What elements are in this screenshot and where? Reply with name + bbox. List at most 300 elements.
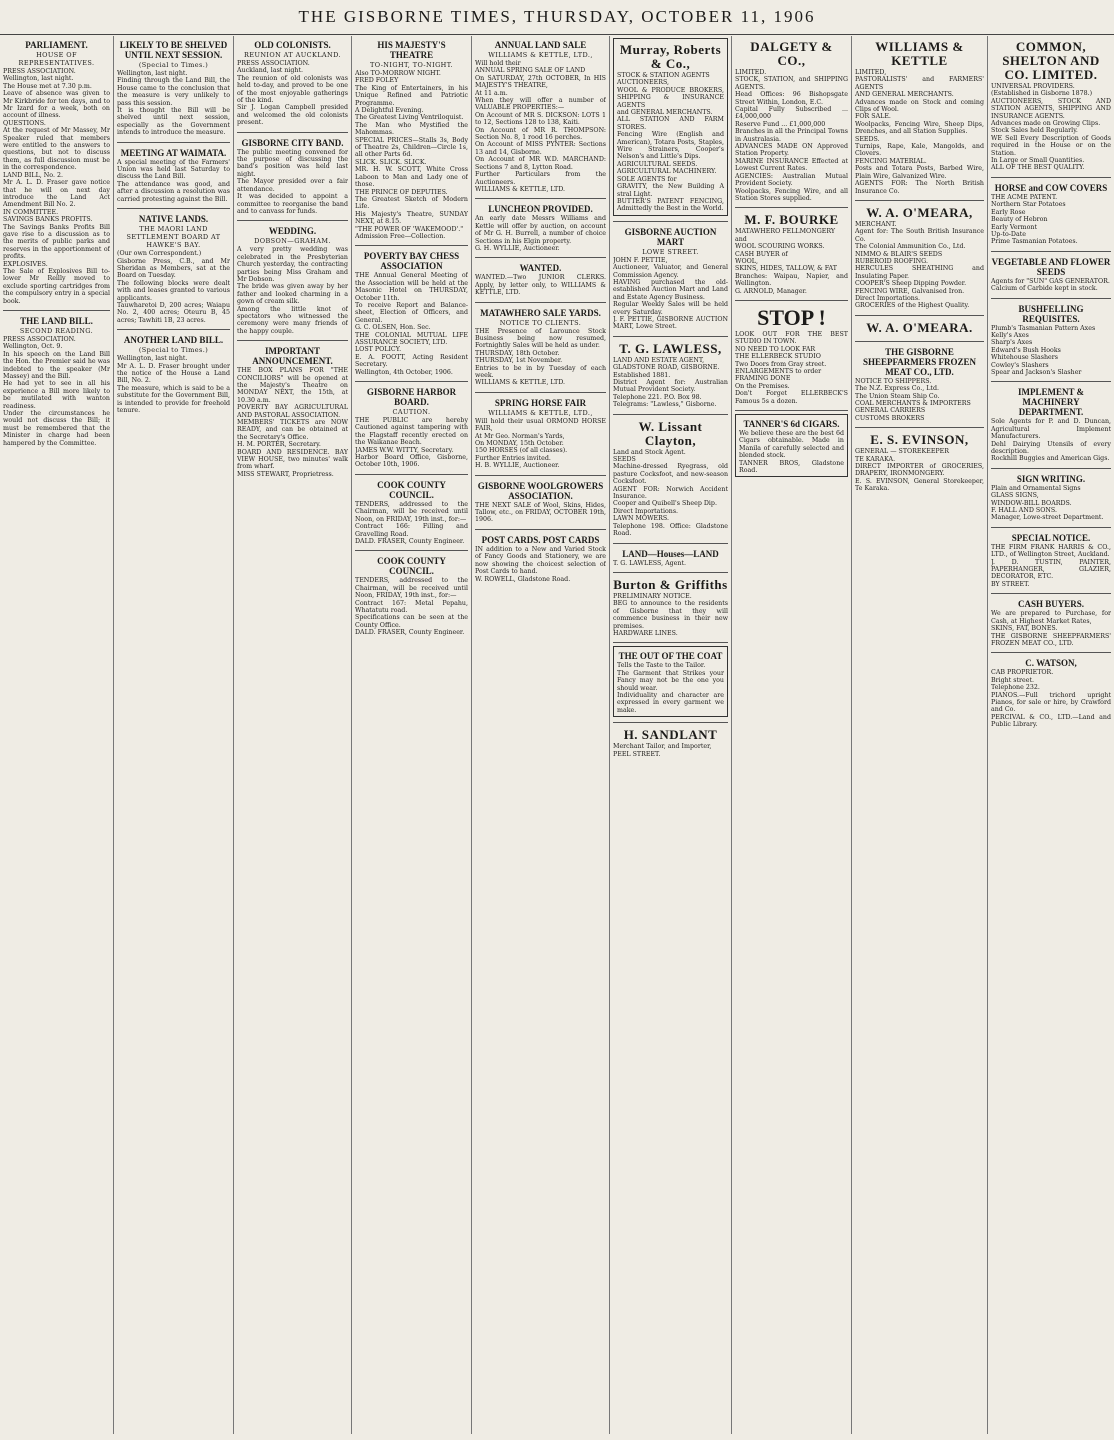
article-text: Harbor Board Office, Gisborne, October 10th, 1906.: [355, 454, 468, 469]
article-text: Early Rose: [991, 208, 1026, 216]
article-text: Machine-dressed Ryegrass, old pasture Cocksfoot, and new-season Cocksfoot.: [613, 463, 728, 486]
article-text: Auckland, last night.: [237, 67, 304, 75]
divider: [355, 550, 468, 551]
article-heading: THE LAND BILL.: [20, 316, 93, 326]
article: [855, 319, 984, 336]
article-text: Merchant Tailor, and Importer,: [613, 743, 712, 751]
article-text: On Account of MR W.D. MARCHAND: Sections 7 and 8, Lytton Road.: [475, 156, 606, 171]
article-text: SKINS, FAT, BONES.: [991, 625, 1058, 633]
article-text: Calcium of Carbide kept in stock.: [991, 285, 1098, 293]
article-text: Woolpacks, Fencing Wire, Sheep Dips, Drenches, and all Station Supplies.: [855, 120, 984, 136]
article-text: The Man who Mystified the Mahommas.: [355, 121, 468, 137]
article-text: CUSTOMS BROKERS: [855, 414, 925, 422]
article-text: Stock Sales held Regularly.: [991, 127, 1078, 135]
article-text: Sole Agents for P. and D. Duncan, Agricultural Implement Manufacturers.: [991, 418, 1111, 441]
article-text: TENDERS, addressed to the Chairman, will be received until Noon, on FRIDAY, 19th inst., for:—: [355, 500, 468, 523]
article-text: THE PRINCE OF DEPUTIES.: [355, 188, 448, 196]
article-text: AUCTIONEERS,: [617, 79, 670, 87]
article-text: In his speech on the Land Bill the Hon. the Premier said he was indebted to the speaker (Mr Massey) and the Bill.: [3, 350, 110, 381]
article-text: Up-to-Date: [991, 230, 1026, 238]
article-heading: W. Lissant Clayton,: [638, 418, 703, 448]
article: [237, 38, 348, 127]
article-text: Manager, Lowe-street Department.: [991, 514, 1104, 522]
article-text: Sharp's Axes: [991, 339, 1033, 347]
divider: [475, 302, 606, 303]
article-text: Wellington, last night.: [3, 75, 74, 83]
divider: [475, 475, 606, 476]
article-heading: STOP !: [757, 304, 826, 330]
column-c3: [234, 36, 352, 1434]
article-text: LAWN MOWERS.: [613, 515, 669, 523]
article-text: The House met at 7.30 p.m.: [3, 82, 92, 90]
article: [855, 431, 984, 492]
article-text: WOOL,: [735, 257, 758, 265]
article: [475, 306, 606, 387]
article-text: The Savings Banks Profits Bill gave rise to a discussion as to the merits of public parks and reserves in the apportionment of profits.: [3, 223, 110, 261]
masthead: THE GISBORNE TIMES, THURSDAY, OCTOBER 11, 1906: [0, 0, 1114, 35]
article-text: On MONDAY, 15th October.: [475, 440, 564, 448]
article-text: and GENERAL MERCHANTS.: [617, 109, 713, 117]
article-heading: LAND—Houses—LAND: [622, 548, 719, 559]
article-heading: BUSHFELLING REQUISITES.: [1018, 303, 1084, 324]
article-heading: COOK COUNTY COUNCIL.: [377, 556, 446, 577]
article-text: PASTORALISTS' and FARMERS' AGENTS: [855, 76, 984, 91]
article-subheading: HOUSE OF REPRESENTATIVES.: [18, 51, 95, 67]
article: [991, 656, 1111, 728]
divider: [991, 298, 1111, 299]
article-text: Further Entries invited.: [475, 454, 551, 462]
article-text: Also TO-MORROW NIGHT.: [355, 70, 441, 77]
article-text: To receive Report and Balance-sheet, Election of Officers, and General.: [355, 301, 468, 324]
divider: [735, 410, 848, 411]
article-heading: WANTED.: [519, 263, 562, 274]
article-text: TENDERS, addressed to the Chairman, will be received until Noon, FRIDAY, 19th inst., for:—: [355, 577, 468, 600]
article: [991, 472, 1111, 522]
divider: [855, 200, 984, 201]
article-text: JOHN F. PETTIE,: [613, 256, 668, 264]
article-text: On SATURDAY, 27th OCTOBER, In HIS MAJESTY'S THEATRE,: [475, 74, 606, 90]
article-text: Advances made on Stock and coming Clips of Wool.: [855, 98, 984, 114]
divider: [991, 468, 1111, 469]
article-heading: THE OUT OF THE COAT: [618, 651, 723, 662]
article-text: Mr A. L. D. Fraser gave notice that he will on next day introduce the Land Act Amendment Bill No. 2.: [3, 179, 110, 209]
divider: [991, 652, 1111, 653]
article-text: GENERAL CARRIERS: [855, 407, 926, 415]
divider: [735, 207, 848, 208]
article-text: COAL MERCHANTS & IMPORTERS: [855, 400, 971, 407]
article-text: Kelly's Axes: [991, 331, 1029, 339]
article-text: Prime Tasmanian Potatoes.: [991, 238, 1078, 246]
article-heading: ANOTHER LAND BILL.: [123, 335, 224, 346]
article-text: NO NEED TO LOOK FAR: [735, 345, 816, 353]
article-text: Established 1881.: [613, 371, 671, 379]
article-heading: CASH BUYERS.: [1017, 599, 1084, 610]
article: [475, 479, 606, 524]
article-text: DALD. FRASER, County Engineer.: [355, 629, 465, 637]
article-text: The Greatest Living Ventriloquist.: [355, 114, 464, 122]
article-text: Agent for: The South British Insurance Co.: [855, 228, 984, 243]
article-text: FENCING MATERIAL.: [855, 157, 927, 165]
article-text: LOOK OUT FOR THE BEST STUDIO IN TOWN.: [735, 330, 848, 346]
article-text: Two Doors from Gray street.: [735, 360, 827, 368]
divider: [117, 142, 230, 143]
article-text: WE Sell Every Description of Goods required in the House or on the Station.: [991, 134, 1111, 157]
divider: [613, 221, 728, 222]
article-text: NIMMO & BLAIR'S SEEDS: [855, 250, 943, 258]
article-text: (Our own Correspondent.): [117, 250, 202, 258]
article-text: DALD. FRASER, County Engineer.: [355, 537, 465, 545]
article-text: An early date Messrs Williams and Kettle will offer by auction, on account of Mr G. H. Burrell, a number of choice Sections in his Elgin property.: [475, 215, 606, 245]
article: [613, 340, 728, 409]
article-text: AGENT FOR: Norwich Accident Insurance.: [613, 485, 728, 501]
article-text: PRESS ASSOCIATION.: [237, 60, 310, 67]
article: [735, 304, 848, 405]
article-text: Tells the Taste to the Tailor.: [617, 662, 706, 670]
article-text: Telegrams: "Lawless," Gisborne.: [613, 401, 717, 409]
article-text: PRESS ASSOCIATION.: [3, 336, 76, 343]
article-text: On Account of MR R. THOMPSON: Section No. 8, 1 rood 16 perches.: [475, 126, 606, 142]
article-text: H. B. WYLLIE, Auctioneer.: [475, 462, 560, 470]
divider: [991, 251, 1111, 252]
article-heading: WEDDING.: [268, 226, 317, 237]
article-heading: E. S. EVINSON,: [870, 432, 969, 448]
article: [613, 726, 728, 758]
article-heading: HORSE and COW COVERS: [994, 182, 1108, 193]
article: [991, 385, 1111, 462]
article-text: Admission Free—Collection.: [355, 232, 446, 240]
article-heading: SPRING HORSE FAIR: [494, 397, 587, 408]
article-text: It was decided to appoint a committee to reorganise the band and to canvass for funds.: [237, 193, 348, 215]
article-text: Land and Stock Agent.: [613, 448, 686, 456]
article-heading: SPECIAL NOTICE.: [1011, 532, 1091, 543]
article-heading: C. WATSON,: [1025, 658, 1077, 669]
article: [355, 385, 468, 469]
article-text: Contract 167: Metal Pepahu, Whatatutu road.: [355, 599, 468, 614]
article-heading: W. A. O'MEARA.: [866, 319, 973, 335]
article-text: Beauty of Hebron: [991, 216, 1048, 224]
article-heading: T. G. LAWLESS,: [619, 340, 722, 356]
article-text: In Large or Small Quantities.: [991, 157, 1085, 165]
article-text: EXPLOSIVES.: [3, 260, 48, 268]
article-text: Telephone 221. P.O. Box 98.: [613, 393, 702, 401]
article-text: Finding through the Land Bill, the House came to the conclusion that the measure is very unlikely to pass this session.: [117, 77, 230, 107]
article-text: Spear and Jackson's Slasher: [991, 368, 1082, 376]
article: [735, 38, 848, 202]
article: [475, 533, 606, 583]
article-text: STOCK & STATION AGENTS: [617, 72, 710, 79]
article-subheading: (Special to Times.): [138, 61, 209, 69]
article-text: Rockhill Buggies and American Gigs.: [991, 455, 1110, 463]
article-text: RUBEROID ROOFING.: [855, 257, 928, 265]
article-heading: WILLIAMS & KETTLE: [875, 39, 964, 68]
article-heading: POVERTY BAY CHESS ASSOCIATION: [363, 251, 460, 272]
article-text: FENCING WIRE, Galvanised Iron.: [855, 287, 965, 295]
article-text: A very pretty wedding was celebrated in the Presbyterian Church yesterday, the contracting parties being Miss Graham and Mr Dobson.: [237, 246, 348, 283]
article-heading: COMMON, SHELTON AND CO. LIMITED.: [1002, 39, 1100, 82]
article-text: LAND AND ESTATE AGENT,: [613, 356, 705, 364]
article: [475, 396, 606, 470]
article-text: District Agent for: Australian Mutual Provident Society.: [613, 379, 728, 394]
article-text: WILLIAMS & KETTLE, LTD.: [475, 185, 566, 193]
article-text: Cooper and Quibell's Sheep Dip.: [613, 500, 717, 508]
divider: [855, 315, 984, 316]
article: [475, 38, 606, 193]
article: [237, 136, 348, 216]
article-text: W. ROWELL, Gladstone Road.: [475, 575, 571, 583]
divider: [117, 208, 230, 209]
article-text: Telephone 198. Office: Gladstone Road.: [613, 522, 728, 538]
article-text: FRAMING DONE: [735, 375, 791, 383]
article-text: The measure, which is said to be a substitute for the Government Bill, is intended to provide for freehold tenure.: [117, 384, 230, 414]
article-text: BY STREET.: [991, 580, 1030, 588]
article-text: AUCTIONEERS, STOCK AND STATION AGENTS, SHIPPING AND INSURANCE AGENTS.: [991, 97, 1111, 120]
article-text: Wellington, Oct. 9.: [3, 343, 63, 351]
article-heading: GISBORNE CITY BAND.: [241, 137, 344, 148]
article: [991, 302, 1111, 377]
article-text: T. G. LAWLESS, Agent.: [613, 559, 686, 567]
article-heading: PARLIAMENT.: [25, 40, 88, 50]
article: [613, 38, 728, 216]
article-text: SAVINGS BANKS PROFITS.: [3, 216, 93, 224]
article-text: At 11 a.m.: [475, 89, 508, 97]
article-text: Head Offices: 96 Bishopsgate Street Within, London, E.C.: [735, 91, 848, 106]
article-text: The N.Z. Express Co., Ltd.: [855, 385, 939, 393]
article-text: WANTED.—Two JUNIOR CLERKS. Apply, by letter only, to WILLIAMS & KETTLE, LTD.: [475, 274, 606, 297]
article: [237, 224, 348, 335]
divider: [355, 381, 468, 382]
article-heading: Murray, Roberts & Co.,: [619, 42, 722, 71]
article-subheading: DOBSON—GRAHAM.: [254, 237, 331, 246]
article-text: LAND BILL, No. 2.: [3, 171, 63, 179]
article-text: SEEDS: [613, 456, 636, 464]
article-text: MARINE INSURANCE Effected at Lowest Current Rates.: [735, 157, 848, 173]
article-text: THURSDAY, 1st November.: [475, 357, 563, 365]
article-heading: GISBORNE HARBOR BOARD.: [366, 387, 457, 408]
article-heading: OLD COLONISTS.: [254, 40, 331, 50]
article-text: GROCERIES of the Highest Quality.: [855, 302, 970, 310]
article-text: HARDWARE LINES.: [613, 629, 678, 637]
article-text: MEMBERS' TICKETS are NOW READY, and can be obtained at the Secretary's Office.: [237, 419, 348, 441]
article-text: On Account of MR S. DICKSON: LOTS 1 to 12, Sections 128 to 138, Kaiti.: [475, 111, 606, 127]
article-text: The Union Steam Ship Co.: [855, 392, 940, 400]
article-text: SLICK. SLICK. SLICK.: [355, 158, 427, 166]
article-subheading: CAUTION.: [392, 408, 431, 417]
article-subheading: (Special to Times.): [138, 346, 209, 355]
article-text: E. A. FOOTT, Acting Resident Secretary.: [355, 353, 468, 369]
article-text: THE Presence of Larounce Stock Business being now resumed, Fortnightly Sales will be held as under.: [475, 327, 606, 350]
article-heading: IMPORTANT ANNOUNCEMENT.: [252, 346, 333, 367]
divider: [613, 722, 728, 723]
article-heading: COOK COUNTY COUNCIL.: [377, 479, 446, 500]
column-c8: [852, 36, 988, 1434]
article-text: BOARD AND RESIDENCE. BAY VIEW HOUSE, two minutes' walk from wharf.: [237, 448, 348, 471]
article-text: TANNER BROS, Gladstone Road.: [739, 459, 844, 475]
article-text: ALL OF THE BEST QUALITY.: [991, 164, 1085, 172]
article-text: WOOL & PRODUCE BROKERS, SHIPPING & INSURANCE AGENTS: [617, 86, 724, 109]
article-subheading: WILLIAMS & KETTLE, LTD.,: [488, 408, 593, 417]
article-text: Advances made on Growing Clips.: [991, 120, 1101, 128]
article-text: AND GENERAL MERCHANTS.: [855, 91, 954, 99]
article-text: On the Premises.: [735, 382, 790, 390]
article-text: Don't Forget ELLERBECK'S Famous 5s a dozen.: [735, 390, 848, 405]
article-text: THE GISBORNE SHEEPFARMERS' FROZEN MEAT CO., LTD.: [991, 632, 1111, 647]
article: [117, 146, 230, 203]
article-text: Wellington, last night.: [117, 355, 188, 363]
divider: [3, 310, 110, 311]
article-text: Whitehouse Slashers: [991, 354, 1058, 362]
article-text: CAB PROPRIETOR.: [991, 669, 1054, 677]
article-heading: SIGN WRITING.: [1016, 473, 1086, 484]
article-text: and: [735, 235, 747, 243]
article: [991, 38, 1111, 172]
divider: [991, 381, 1111, 382]
divider: [613, 543, 728, 544]
article: [991, 597, 1111, 647]
article-text: The bride was given away by her father and looked charming in a gown of cream silk.: [237, 283, 348, 306]
article-text: Northern Star Potatoes: [991, 201, 1066, 209]
article-text: Direct Importations.: [855, 294, 921, 302]
divider: [117, 329, 230, 330]
divider: [735, 300, 848, 301]
article-heading: MEETING AT WAIMATA.: [120, 147, 227, 158]
article-text: The attendance was good, and after a discussion a resolution was carried protesting against the Bill.: [117, 180, 230, 203]
article: [237, 344, 348, 478]
article-text: LIMITED.: [735, 69, 767, 76]
article: [991, 255, 1111, 293]
article-text: Among the little knot of spectators who witnessed the ceremony were many friends of the happy couple.: [237, 305, 348, 335]
article-text: At the request of Mr Massey, Mr Speaker ruled that members were entitled to the answers to questions, but not to discuss them, as full discussion must be in the correspondence.: [3, 127, 110, 172]
article-text: Posts and Totara Posts, Barbed Wire, Plain Wire, Galvanized Wire.: [855, 165, 984, 180]
article-text: HAVING purchased the old-established Auction Mart and Land and Estate Agency Business.: [613, 278, 728, 301]
article: [117, 38, 230, 137]
article-subheading: WILLIAMS & KETTLE, LTD.,: [488, 51, 593, 59]
article: [3, 314, 110, 447]
article-text: MERCHANT.: [855, 220, 897, 228]
article-text: PIANOS.—Full trichord upright Pianos, for sale or hire, by Crawford and Co.: [991, 691, 1111, 714]
article: [355, 478, 468, 545]
divider: [855, 341, 984, 342]
article-text: PRESS ASSOCIATION.: [3, 68, 76, 75]
article-text: Contract 166: Filling and Gravelling Road.: [355, 523, 468, 538]
article-text: SEEDS.: [855, 135, 880, 143]
article-text: FRED FOLEY: [355, 77, 399, 85]
article-text: Turnips, Rape, Kale, Mangolds, and Clovers.: [855, 143, 984, 158]
article-text: Edward's Bush Hooks: [991, 346, 1061, 354]
article-text: Mr A. L. D. Fraser brought under the notice of the House a Land Bill, No. 2.: [117, 362, 230, 385]
article-text: THE BOX PLANS FOR "THE CONCILIORS" will be opened at the Majesty's Theatre on MONDAY NEXT, the 15th, at 10.30 a.m.: [237, 367, 348, 404]
article-text: GLADSTONE ROAD, GISBORNE.: [613, 364, 720, 372]
divider: [613, 336, 728, 337]
divider: [237, 220, 348, 221]
article-text: SPECIAL PRICES—Stalls 3s, Body of Theatre 2s, Children—Circle 1s, all other Parts 6d.: [355, 136, 468, 159]
article-heading: LIKELY TO BE SHELVED UNTIL NEXT SESSION.: [119, 40, 228, 60]
article-text: THE FIRM FRANK HARRIS & CO., LTD., of Wellington Street, Auckland.: [991, 543, 1111, 559]
article-text: THE ELLERBECK STUDIO: [735, 353, 821, 361]
article-text: The public meeting convened for the purpose of discussing the band's position was held last night.: [237, 148, 348, 178]
column-c2: [114, 36, 234, 1434]
divider: [355, 245, 468, 246]
article: [355, 554, 468, 636]
article-heading: H. SANDLANT: [623, 727, 718, 743]
article-heading: Burton & Griffiths: [613, 576, 728, 592]
divider: [991, 527, 1111, 528]
article-text: The Mayor presided over a fair attendance.: [237, 178, 348, 193]
article-text: IN COMMITTEE.: [3, 208, 59, 216]
article: [735, 414, 848, 477]
article-text: The Sale of Explosives Bill to-lower Mr Reilly moved to exclude sporting cartridges from the compulsory entry in a special book.: [3, 267, 110, 305]
divider: [475, 198, 606, 199]
article-text: Specifications can be seen at the County Office.: [355, 614, 468, 629]
article-text: MISS STEWART, Proprietress.: [237, 470, 334, 478]
article-heading: M. F. BOURKE: [744, 212, 839, 228]
column-c1: [0, 36, 114, 1434]
article-text: FOR SALE.: [855, 113, 891, 121]
article-text: DIRECT IMPORTER of GROCERIES, DRAPERY, IRONMONGERY.: [855, 463, 984, 478]
article-text: When they will offer a number of VALUABLE PROPERTIES:—: [475, 97, 606, 112]
article-heading: TANNER'S 6d CIGARS.: [743, 419, 840, 430]
article-text: AGENCIES: Australian Mutual Provident Society.: [735, 172, 848, 188]
divider: [237, 132, 348, 133]
article-text: F. HALL AND SONS.: [991, 507, 1057, 515]
article-text: BEG to announce to the residents of Gisborne that they will commence business in their new premises.: [613, 600, 728, 630]
divider: [991, 177, 1111, 178]
article: [355, 38, 468, 240]
article-text: Entries to be in by Tuesday of each week.: [475, 364, 606, 379]
article-heading: THE GISBORNE SHEEPFARMERS FROZEN MEAT CO., LTD.: [862, 346, 977, 377]
divider: [613, 642, 728, 643]
article-text: ANNUAL SPRING SALE OF LAND: [475, 67, 586, 75]
column-c7: [732, 36, 852, 1434]
article-text: PEEL STREET.: [613, 750, 661, 758]
article-text: Agents for "SUN" GAS GENERATOR.: [991, 277, 1110, 285]
article: [613, 225, 728, 331]
article: [355, 249, 468, 376]
article-text: A Delightful Evening.: [355, 107, 424, 115]
article-text: LIMITED,: [855, 69, 887, 76]
article-subheading: TO-NIGHT, TO-NIGHT.: [370, 61, 453, 69]
article-text: THE COLONIAL MUTUAL LIFE ASSURANCE SOCIETY, LTD.: [355, 331, 468, 346]
article-text: THE NEXT SALE of Wool, Skins, Hides, Tallow, etc., on FRIDAY, OCTOBER 19th, 1906.: [475, 501, 606, 524]
article-text: Tauwharetoi D, 200 acres; Waiapu No. 2, 400 acres; Oteuru B, 45 acres; Tawhiti 1B, 23 acres.: [117, 301, 230, 324]
article-text: Branches in all the Principal Towns in Australasia.: [735, 128, 848, 143]
article-subheading: LOWE STREET.: [642, 247, 699, 256]
article: [613, 547, 728, 567]
article-text: GLASS SIGNS,: [991, 492, 1039, 500]
article-text: MATAWHERO FELLMONGERY: [735, 228, 836, 236]
article-heading: DALGETY & CO.,: [750, 39, 833, 68]
divider: [613, 572, 728, 573]
article: [735, 211, 848, 295]
article-text: Wellington, last night.: [117, 70, 188, 77]
divider: [613, 414, 728, 415]
article-text: ADVANCES MADE ON Approved Station Property.: [735, 143, 848, 158]
article: [117, 212, 230, 324]
article-text: E. S. EVINSON, General Storekeeper, Te Karaka.: [855, 477, 984, 493]
article: [3, 38, 110, 305]
divider: [237, 340, 348, 341]
article-text: H. M. PORTER, Secretary.: [237, 441, 321, 449]
article-text: G. H. WYLLIE, Auctioneer.: [475, 244, 560, 252]
article-text: GENERAL — STOREKEEPER: [855, 448, 949, 456]
article-text: JAMES W.W. WITTY, Secretary.: [355, 446, 454, 454]
article-text: AGENTS FOR: The North British Insurance Co.: [855, 180, 984, 195]
divider: [355, 474, 468, 475]
divider: [855, 427, 984, 428]
article-text: G. ARNOLD, Manager.: [735, 287, 807, 295]
article-subheading: NOTICE TO CLIENTS.: [499, 318, 582, 327]
article-text: A special meeting of the Farmers' Union was held last Saturday to discuss the Land Bill.: [117, 158, 230, 181]
divider: [475, 529, 606, 530]
